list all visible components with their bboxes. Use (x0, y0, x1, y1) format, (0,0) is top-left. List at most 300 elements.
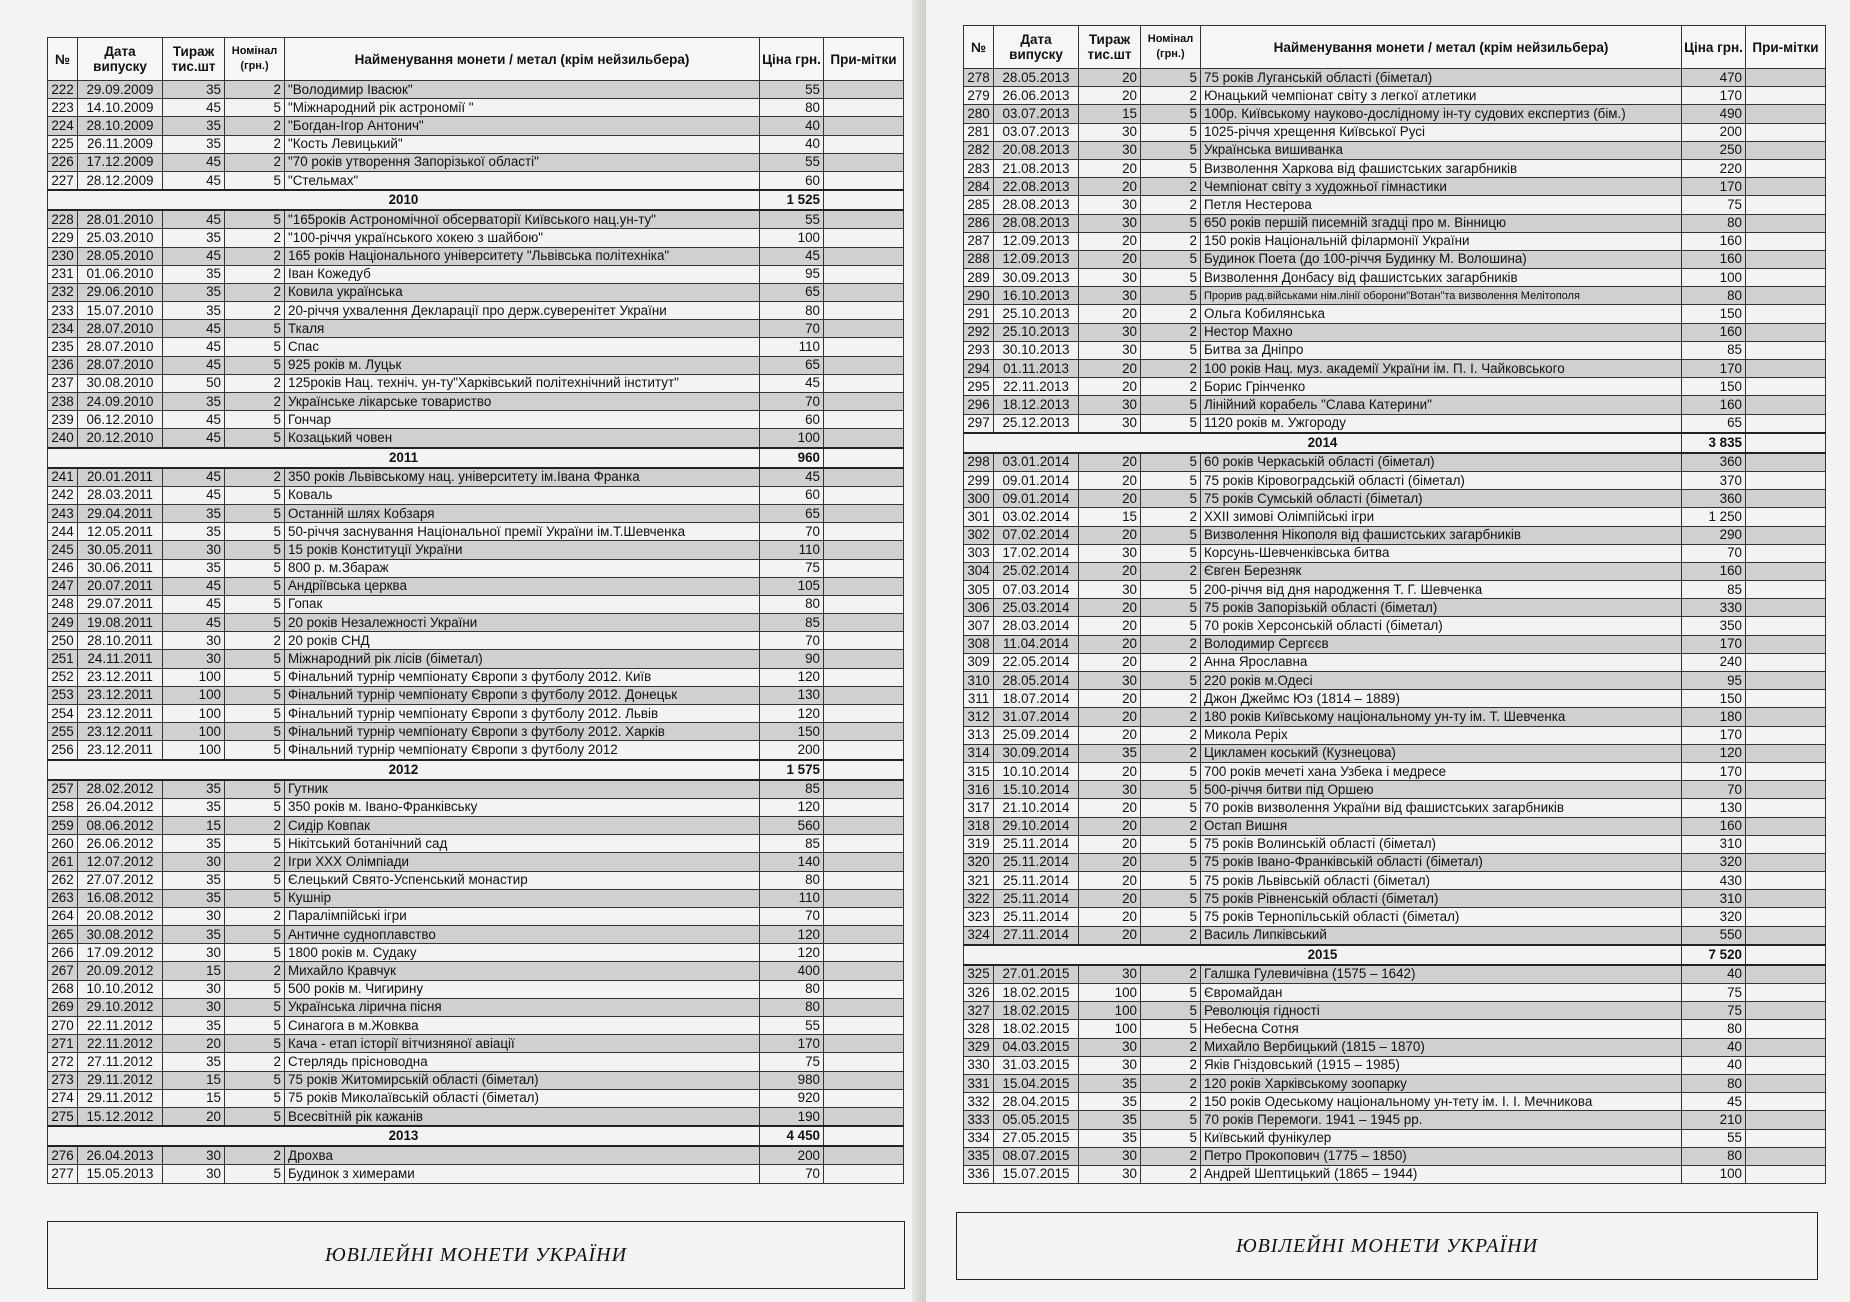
coin-name: Юнацький чемпіонат світу з легкої атлетики (1201, 87, 1682, 105)
price-value: 130 (1682, 799, 1746, 817)
mintage-value: 30 (1079, 141, 1141, 159)
notes-cell (1746, 617, 1826, 635)
notes-cell (824, 780, 904, 799)
price-value: 80 (1682, 1147, 1746, 1165)
notes-cell (1746, 817, 1826, 835)
release-date: 03.02.2014 (994, 508, 1079, 526)
coin-name: 75 років Рівненській області (біметал) (1201, 890, 1682, 908)
price-value: 150 (1682, 378, 1746, 396)
nominal-value: 5 (1141, 471, 1201, 489)
price-value: 430 (1682, 872, 1746, 890)
mintage-value: 20 (1079, 526, 1141, 544)
coin-number: 278 (964, 69, 994, 87)
notes-cell (824, 853, 904, 871)
release-date: 29.09.2009 (78, 81, 163, 99)
release-date: 26.06.2013 (994, 87, 1079, 105)
coin-number: 328 (964, 1020, 994, 1038)
coin-number: 299 (964, 471, 994, 489)
left-header-row (48, 38, 904, 81)
coin-name: Українська лірична пісня (285, 998, 760, 1016)
mintage-value: 20 (1079, 159, 1141, 177)
price-value: 85 (1682, 581, 1746, 599)
coin-name: Козацький човен (285, 429, 760, 448)
price-value: 170 (1682, 762, 1746, 780)
table-row (48, 523, 904, 541)
nominal-value: 2 (1141, 1038, 1201, 1056)
nominal-value: 2 (1141, 1074, 1201, 1092)
price-value: 320 (1682, 908, 1746, 926)
coin-number: 236 (48, 356, 78, 374)
table-row (48, 1053, 904, 1071)
table-row (48, 210, 904, 229)
coin-number: 249 (48, 614, 78, 632)
coin-name: 200-річчя від дня народження Т. Г. Шевченка (1201, 581, 1682, 599)
left-footer-title: ЮВІЛЕЙНІ МОНЕТИ УКРАЇНИ (47, 1221, 905, 1289)
price-value: 120 (760, 668, 824, 686)
nominal-value: 2 (1141, 562, 1201, 580)
coin-name: Фінальний турнір чемпіонату Європи з футболу 2012. Львів (285, 705, 760, 723)
coin-name: 220 років м.Одесі (1201, 672, 1682, 690)
coin-number: 308 (964, 635, 994, 653)
release-date: 18.12.2013 (994, 396, 1079, 414)
coin-number: 287 (964, 232, 994, 250)
release-date: 20.09.2012 (78, 962, 163, 980)
table-row (964, 250, 1826, 268)
nominal-value: 5 (225, 1089, 285, 1107)
coin-name: Корсунь-Шевченківська битва (1201, 544, 1682, 562)
mintage-value: 45 (163, 210, 225, 229)
price-value: 70 (760, 523, 824, 541)
table-row (48, 468, 904, 487)
nominal-value: 2 (1141, 1093, 1201, 1111)
nominal-value: 5 (225, 668, 285, 686)
table-row (48, 614, 904, 632)
coin-name: Українська вишиванка (1201, 141, 1682, 159)
release-date: 22.08.2013 (994, 178, 1079, 196)
notes-cell (824, 559, 904, 577)
coin-name: 120 років Харківському зоопарку (1201, 1074, 1682, 1092)
price-value: 80 (760, 99, 824, 117)
notes-cell (824, 705, 904, 723)
coin-number: 315 (964, 762, 994, 780)
price-value: 370 (1682, 471, 1746, 489)
coin-number: 330 (964, 1056, 994, 1074)
notes-cell (824, 723, 904, 741)
coin-name: Нікітський ботанічний сад (285, 835, 760, 853)
coin-name: Остап Вишня (1201, 817, 1682, 835)
coin-name: Небесна Сотня (1201, 1020, 1682, 1038)
coin-name: Ольга Кобилянська (1201, 305, 1682, 323)
mintage-value: 30 (1079, 341, 1141, 359)
coin-name: Спас (285, 338, 760, 356)
coin-number: 275 (48, 1107, 78, 1126)
price-value: 100 (760, 229, 824, 247)
nominal-value: 5 (1141, 599, 1201, 617)
mintage-value: 45 (163, 338, 225, 356)
nominal-value: 5 (225, 504, 285, 522)
coin-number: 264 (48, 907, 78, 925)
coin-number: 239 (48, 411, 78, 429)
mintage-value: 35 (1079, 744, 1141, 762)
coin-number: 311 (964, 690, 994, 708)
notes-cell (1746, 433, 1826, 453)
release-date: 28.05.2014 (994, 672, 1079, 690)
notes-cell (1746, 178, 1826, 196)
release-date: 25.09.2014 (994, 726, 1079, 744)
price-value: 60 (760, 171, 824, 190)
coin-number: 227 (48, 171, 78, 190)
nominal-value: 5 (225, 210, 285, 229)
price-value: 120 (760, 944, 824, 962)
release-date: 20.08.2013 (994, 141, 1079, 159)
coin-name: Євген Березняк (1201, 562, 1682, 580)
coin-name: Гопак (285, 595, 760, 613)
nominal-value: 5 (1141, 890, 1201, 908)
mintage-value: 45 (163, 595, 225, 613)
table-row (964, 141, 1826, 159)
coin-name: "Володимир Івасюк" (285, 81, 760, 99)
price-value: 250 (1682, 141, 1746, 159)
nominal-value: 2 (1141, 508, 1201, 526)
notes-cell (824, 541, 904, 559)
price-value: 330 (1682, 599, 1746, 617)
table-row (964, 1147, 1826, 1165)
notes-cell (1746, 599, 1826, 617)
coin-number: 304 (964, 562, 994, 580)
release-date: 09.01.2014 (994, 490, 1079, 508)
table-row (964, 853, 1826, 871)
table-row (48, 705, 904, 723)
coin-name: Всесвітній рік кажанів (285, 1107, 760, 1126)
coin-number: 246 (48, 559, 78, 577)
notes-cell (824, 944, 904, 962)
year-label: 2012 (48, 760, 760, 780)
coin-number: 280 (964, 105, 994, 123)
release-date: 29.10.2012 (78, 998, 163, 1016)
nominal-value: 2 (225, 393, 285, 411)
price-value: 105 (760, 577, 824, 595)
notes-cell (1746, 984, 1826, 1002)
notes-cell (824, 448, 904, 468)
coin-number: 285 (964, 196, 994, 214)
notes-cell (1746, 123, 1826, 141)
notes-cell (1746, 708, 1826, 726)
table-row (964, 544, 1826, 562)
price-value: 160 (1682, 396, 1746, 414)
notes-cell (1746, 635, 1826, 653)
release-date: 30.09.2013 (994, 269, 1079, 287)
coin-number: 296 (964, 396, 994, 414)
table-row (964, 1111, 1826, 1129)
release-date: 17.09.2012 (78, 944, 163, 962)
notes-cell (824, 523, 904, 541)
coin-number: 266 (48, 944, 78, 962)
notes-cell (1746, 214, 1826, 232)
coin-number: 229 (48, 229, 78, 247)
notes-cell (1746, 926, 1826, 945)
mintage-value: 30 (1079, 214, 1141, 232)
table-row (48, 374, 904, 392)
mintage-value: 45 (163, 411, 225, 429)
release-date: 03.07.2013 (994, 105, 1079, 123)
coin-number: 237 (48, 374, 78, 392)
table-row (48, 81, 904, 99)
header-date: Дата випуску (994, 26, 1079, 69)
year-label: 2010 (48, 190, 760, 210)
price-value: 80 (1682, 1020, 1746, 1038)
notes-cell (1746, 323, 1826, 341)
release-date: 26.11.2009 (78, 135, 163, 153)
price-value: 120 (760, 705, 824, 723)
nominal-value: 2 (1141, 926, 1201, 945)
nominal-value: 2 (1141, 1165, 1201, 1183)
table-row (964, 872, 1826, 890)
release-date: 07.03.2014 (994, 581, 1079, 599)
nominal-value: 5 (225, 1035, 285, 1053)
notes-cell (1746, 87, 1826, 105)
notes-cell (824, 835, 904, 853)
table-row (48, 889, 904, 907)
price-value: 120 (760, 926, 824, 944)
release-date: 18.02.2015 (994, 1020, 1079, 1038)
mintage-value: 30 (1079, 396, 1141, 414)
price-value: 110 (760, 889, 824, 907)
nominal-value: 2 (225, 853, 285, 871)
mintage-value: 35 (163, 559, 225, 577)
release-date: 30.08.2012 (78, 926, 163, 944)
coin-name: 100 років Нац. муз. академії України ім. П. І. Чайковського (1201, 360, 1682, 378)
coin-number: 281 (964, 123, 994, 141)
nominal-value: 5 (225, 650, 285, 668)
nominal-value: 5 (1141, 141, 1201, 159)
price-value: 85 (760, 614, 824, 632)
coin-name: Євромайдан (1201, 984, 1682, 1002)
nominal-value: 5 (1141, 526, 1201, 544)
mintage-value: 20 (1079, 599, 1141, 617)
notes-cell (824, 1107, 904, 1126)
table-row (964, 232, 1826, 250)
price-value: 70 (760, 907, 824, 925)
coin-number: 265 (48, 926, 78, 944)
price-value: 560 (760, 816, 824, 834)
coin-number: 241 (48, 468, 78, 487)
release-date: 28.04.2015 (994, 1093, 1079, 1111)
nominal-value: 2 (225, 117, 285, 135)
table-row (964, 69, 1826, 87)
notes-cell (1746, 508, 1826, 526)
coin-name: 1025-річчя хрещення Київської Русі (1201, 123, 1682, 141)
notes-cell (1746, 945, 1826, 965)
price-value: 120 (1682, 744, 1746, 762)
nominal-value: 5 (225, 614, 285, 632)
coin-number: 314 (964, 744, 994, 762)
coin-name: "Кость Левицький" (285, 135, 760, 153)
release-date: 03.07.2013 (994, 123, 1079, 141)
table-row (964, 305, 1826, 323)
nominal-value: 2 (225, 247, 285, 265)
mintage-value: 45 (163, 171, 225, 190)
year-label: 2013 (48, 1126, 760, 1146)
release-date: 28.01.2010 (78, 210, 163, 229)
right-coin-table (963, 25, 1826, 1184)
coin-name: Борис Грінченко (1201, 378, 1682, 396)
table-row (48, 429, 904, 448)
coin-name: 75 років Миколаївській області (біметал) (285, 1089, 760, 1107)
release-date: 15.07.2010 (78, 302, 163, 320)
nominal-value: 2 (225, 816, 285, 834)
coin-name: 700 років мечеті хана Узбека і медресе (1201, 762, 1682, 780)
release-date: 12.09.2013 (994, 232, 1079, 250)
notes-cell (1746, 1165, 1826, 1183)
price-value: 45 (760, 374, 824, 392)
price-value: 170 (1682, 360, 1746, 378)
nominal-value: 2 (1141, 1056, 1201, 1074)
mintage-value: 45 (163, 429, 225, 448)
price-value: 40 (1682, 965, 1746, 984)
coin-name: Чемпіонат світу з художньої гімнастики (1201, 178, 1682, 196)
release-date: 23.12.2011 (78, 686, 163, 704)
coin-name: 70 років Перемоги. 1941 – 1945 рр. (1201, 1111, 1682, 1129)
release-date: 25.02.2014 (994, 562, 1079, 580)
mintage-value: 20 (1079, 690, 1141, 708)
release-date: 06.12.2010 (78, 411, 163, 429)
price-value: 160 (1682, 323, 1746, 341)
header-notes: При-мітки (824, 38, 904, 81)
table-row (48, 577, 904, 595)
nominal-value: 2 (1141, 726, 1201, 744)
nominal-value: 5 (225, 998, 285, 1016)
price-value: 75 (1682, 1002, 1746, 1020)
coin-number: 323 (964, 908, 994, 926)
table-row (964, 965, 1826, 984)
table-row (964, 214, 1826, 232)
notes-cell (1746, 762, 1826, 780)
notes-cell (1746, 250, 1826, 268)
table-row (964, 196, 1826, 214)
release-date: 28.08.2013 (994, 196, 1079, 214)
mintage-value: 35 (163, 265, 225, 283)
release-date: 23.12.2011 (78, 705, 163, 723)
nominal-value: 2 (225, 1053, 285, 1071)
mintage-value: 100 (1079, 984, 1141, 1002)
table-row (48, 741, 904, 760)
coin-number: 262 (48, 871, 78, 889)
release-date: 28.05.2010 (78, 247, 163, 265)
coin-number: 273 (48, 1071, 78, 1089)
table-row (964, 178, 1826, 196)
notes-cell (824, 229, 904, 247)
price-value: 120 (760, 798, 824, 816)
nominal-value: 2 (225, 374, 285, 392)
price-value: 490 (1682, 105, 1746, 123)
price-value: 980 (760, 1071, 824, 1089)
mintage-value: 35 (163, 117, 225, 135)
coin-name: 75 років Кіровоградській області (біметал) (1201, 471, 1682, 489)
mintage-value: 20 (1079, 872, 1141, 890)
coin-number: 258 (48, 798, 78, 816)
mintage-value: 100 (163, 686, 225, 704)
table-row (964, 396, 1826, 414)
price-value: 240 (1682, 653, 1746, 671)
mintage-value: 35 (1079, 1129, 1141, 1147)
coin-number: 235 (48, 338, 78, 356)
price-value: 45 (1682, 1093, 1746, 1111)
table-row (964, 890, 1826, 908)
release-date: 15.05.2013 (78, 1165, 163, 1183)
nominal-value: 2 (225, 468, 285, 487)
coin-number: 267 (48, 962, 78, 980)
table-row (48, 302, 904, 320)
notes-cell (824, 1053, 904, 1071)
notes-cell (1746, 453, 1826, 472)
price-value: 55 (760, 81, 824, 99)
table-row (964, 690, 1826, 708)
mintage-value: 35 (163, 1053, 225, 1071)
notes-cell (1746, 581, 1826, 599)
notes-cell (1746, 908, 1826, 926)
release-date: 23.12.2011 (78, 723, 163, 741)
mintage-value: 35 (163, 504, 225, 522)
year-summary-row (48, 448, 904, 468)
notes-cell (824, 486, 904, 504)
coin-number: 309 (964, 653, 994, 671)
nominal-value: 5 (225, 1107, 285, 1126)
price-value: 160 (1682, 562, 1746, 580)
coin-name: 75 років Житомирській області (біметал) (285, 1071, 760, 1089)
table-row (48, 998, 904, 1016)
price-value: 70 (760, 393, 824, 411)
coin-number: 270 (48, 1017, 78, 1035)
nominal-value: 2 (225, 283, 285, 301)
nominal-value: 5 (1141, 414, 1201, 433)
coin-number: 271 (48, 1035, 78, 1053)
nominal-value: 5 (225, 356, 285, 374)
header-name: Найменування монети / метал (крім нейзильбера) (1201, 26, 1682, 69)
notes-cell (1746, 690, 1826, 708)
release-date: 25.03.2010 (78, 229, 163, 247)
coin-name: Іван Кожедуб (285, 265, 760, 283)
release-date: 18.07.2014 (994, 690, 1079, 708)
nominal-value: 5 (1141, 105, 1201, 123)
coin-name: "70 років утворення Запорізької області" (285, 153, 760, 171)
right-table-body (964, 69, 1826, 1184)
release-date: 15.07.2015 (994, 1165, 1079, 1183)
release-date: 01.06.2010 (78, 265, 163, 283)
coin-number: 303 (964, 544, 994, 562)
nominal-value: 5 (225, 171, 285, 190)
price-value: 360 (1682, 453, 1746, 472)
notes-cell (1746, 414, 1826, 433)
price-value: 310 (1682, 890, 1746, 908)
release-date: 29.10.2014 (994, 817, 1079, 835)
coin-number: 332 (964, 1093, 994, 1111)
coin-number: 248 (48, 595, 78, 613)
coin-number: 334 (964, 1129, 994, 1147)
price-value: 150 (1682, 690, 1746, 708)
coin-name: Фінальний турнір чемпіонату Європи з футболу 2012. Київ (285, 668, 760, 686)
coin-name: 75 років Луганській області (біметал) (1201, 69, 1682, 87)
coin-name: "100-річчя українського хокею з шайбою" (285, 229, 760, 247)
release-date: 29.11.2012 (78, 1089, 163, 1107)
release-date: 22.11.2013 (994, 378, 1079, 396)
release-date: 28.02.2012 (78, 780, 163, 799)
coin-number: 302 (964, 526, 994, 544)
notes-cell (824, 117, 904, 135)
coin-name: "Міжнародний рік астрономії " (285, 99, 760, 117)
mintage-value: 45 (163, 614, 225, 632)
notes-cell (1746, 69, 1826, 87)
coin-number: 255 (48, 723, 78, 741)
